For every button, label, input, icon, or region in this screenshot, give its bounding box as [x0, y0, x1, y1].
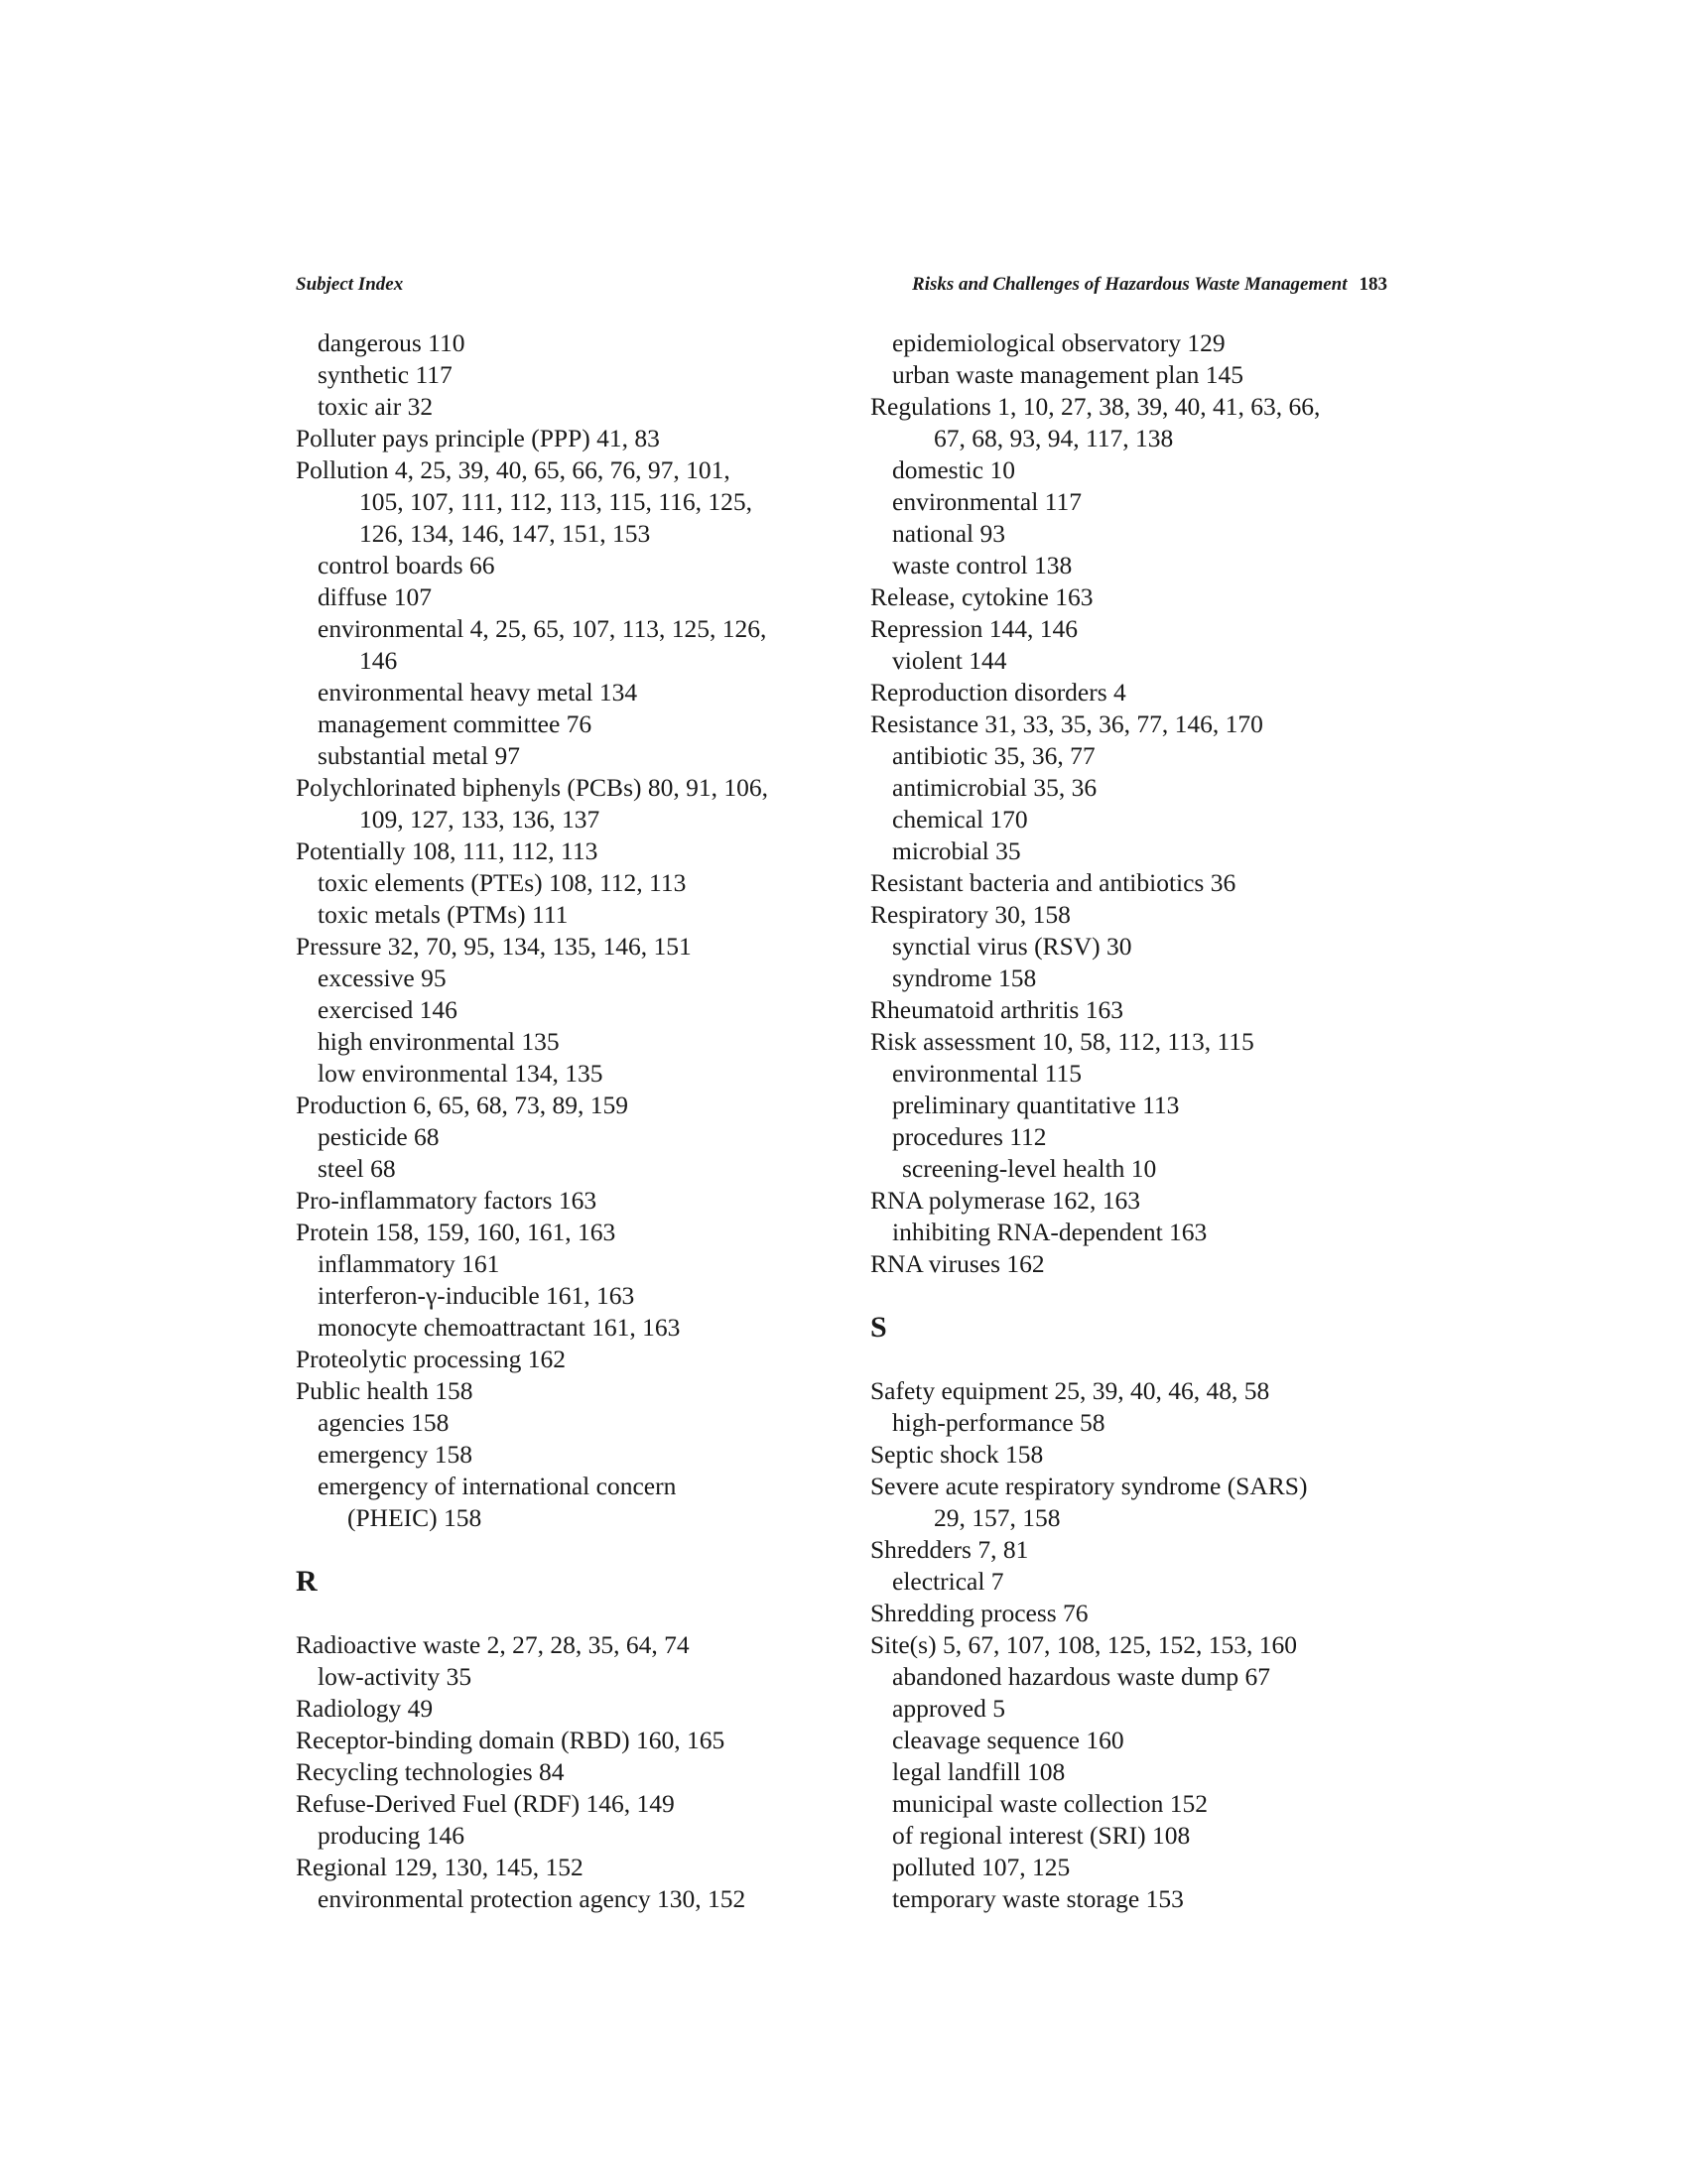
index-subentry: abandoned hazardous waste dump 67: [892, 1662, 1270, 1691]
index-entry-continuation: 109, 127, 133, 136, 137: [359, 805, 600, 834]
index-subentry: dangerous 110: [318, 328, 465, 357]
index-entry: Polychlorinated biphenyls (PCBs) 80, 91, 106,: [296, 773, 768, 802]
index-entry-continuation: 105, 107, 111, 112, 113, 115, 116, 125,: [359, 487, 752, 516]
index-column-left: [296, 327, 851, 1915]
index-subentry: inflammatory 161: [318, 1249, 500, 1278]
index-subentry: environmental 115: [892, 1059, 1082, 1088]
index-subentry: synctial virus (RSV) 30: [892, 932, 1132, 961]
index-subentry: low environmental 134, 135: [318, 1059, 603, 1088]
index-entry: Pressure 32, 70, 95, 134, 135, 146, 151: [296, 932, 692, 961]
index-subentry: of regional interest (SRI) 108: [892, 1821, 1191, 1850]
index-entry-continuation: 126, 134, 146, 147, 151, 153: [359, 519, 651, 548]
index-subentry: procedures 112: [892, 1122, 1047, 1151]
index-subentry: antibiotic 35, 36, 77: [892, 741, 1096, 770]
index-subentry: chemical 170: [892, 805, 1028, 834]
index-entry: Resistance 31, 33, 35, 36, 77, 146, 170: [870, 709, 1263, 738]
index-entry: Proteolytic processing 162: [296, 1345, 566, 1373]
running-head-right: [912, 274, 1387, 296]
section-spacer: [296, 1598, 851, 1629]
section-letter-heading: S: [870, 1311, 887, 1344]
index-subentry: environmental 4, 25, 65, 107, 113, 125, 126,: [318, 614, 767, 643]
index-subentry: substantial metal 97: [318, 741, 520, 770]
section-spacer: [296, 1534, 851, 1566]
index-subentry: cleavage sequence 160: [892, 1726, 1124, 1754]
index-subentry: excessive 95: [318, 964, 447, 992]
index-subentry: control boards 66: [318, 551, 495, 579]
index-subentry: steel 68: [318, 1154, 396, 1183]
index-entry: Regional 129, 130, 145, 152: [296, 1853, 584, 1881]
index-subentry: inhibiting RNA-dependent 163: [892, 1218, 1208, 1246]
index-subentry: monocyte chemoattractant 161, 163: [318, 1313, 681, 1342]
index-subentry: polluted 107, 125: [892, 1853, 1071, 1881]
index-subentry: waste control 138: [892, 551, 1073, 579]
index-subentry: emergency of international concern: [318, 1472, 677, 1500]
index-subentry: national 93: [892, 519, 1006, 548]
index-subentry: toxic air 32: [318, 392, 434, 421]
index-subentry: preliminary quantitative 113: [892, 1091, 1180, 1119]
index-subentry: producing 146: [318, 1821, 465, 1850]
index-entry: Public health 158: [296, 1376, 473, 1405]
index-subentry: screening-level health 10: [902, 1154, 1157, 1183]
index-entry: Resistant bacteria and antibiotics 36: [870, 868, 1236, 897]
index-subentry: antimicrobial 35, 36: [892, 773, 1098, 802]
index-subentry: environmental heavy metal 134: [318, 678, 638, 707]
index-entry: Protein 158, 159, 160, 161, 163: [296, 1218, 616, 1246]
book-title: Risks and Challenges of Hazardous Waste Management: [912, 274, 1348, 295]
index-subentry: exercised 146: [318, 995, 457, 1024]
index-subentry: violent 144: [892, 646, 1007, 675]
index-subentry: urban waste management plan 145: [892, 360, 1244, 389]
index-subentry: electrical 7: [892, 1567, 1004, 1596]
index-subentry: temporary waste storage 153: [892, 1884, 1184, 1913]
index-subentry: toxic elements (PTEs) 108, 112, 113: [318, 868, 687, 897]
index-entry: Shredders 7, 81: [870, 1535, 1029, 1564]
index-subentry: management committee 76: [318, 709, 592, 738]
index-entry: Refuse-Derived Fuel (RDF) 146, 149: [296, 1789, 675, 1818]
index-entry-continuation: 146: [359, 646, 398, 675]
index-column-right: [870, 327, 1426, 1915]
index-entry: Risk assessment 10, 58, 112, 113, 115: [870, 1027, 1254, 1056]
index-entry: Receptor-binding domain (RBD) 160, 165: [296, 1726, 725, 1754]
index-subentry: approved 5: [892, 1694, 1006, 1723]
index-entry: Site(s) 5, 67, 107, 108, 125, 152, 153, 160: [870, 1630, 1297, 1659]
index-subentry: emergency 158: [318, 1440, 473, 1469]
index-subentry: municipal waste collection 152: [892, 1789, 1208, 1818]
index-entry: Production 6, 65, 68, 73, 89, 159: [296, 1091, 629, 1119]
index-entry: RNA polymerase 162, 163: [870, 1186, 1140, 1215]
index-entry: Release, cytokine 163: [870, 582, 1094, 611]
index-subentry: synthetic 117: [318, 360, 453, 389]
index-entry: Safety equipment 25, 39, 40, 46, 48, 58: [870, 1376, 1270, 1405]
index-entry: RNA viruses 162: [870, 1249, 1045, 1278]
index-subentry: diffuse 107: [318, 582, 432, 611]
index-subentry: syndrome 158: [892, 964, 1037, 992]
index-subentry: agencies 158: [318, 1408, 450, 1437]
index-entry: Recycling technologies 84: [296, 1757, 565, 1786]
index-entry: Reproduction disorders 4: [870, 678, 1126, 707]
index-entry: Severe acute respiratory syndrome (SARS): [870, 1472, 1308, 1500]
running-head-left: Subject Index: [296, 274, 404, 295]
index-subentry: high-performance 58: [892, 1408, 1105, 1437]
index-entry: Radiology 49: [296, 1694, 434, 1723]
index-entry-continuation: 67, 68, 93, 94, 117, 138: [934, 424, 1174, 452]
index-entry-continuation: 29, 157, 158: [934, 1503, 1061, 1532]
section-spacer: [870, 1344, 1426, 1375]
index-entry: Respiratory 30, 158: [870, 900, 1071, 929]
section-letter-heading: R: [296, 1565, 318, 1598]
index-entry: Rheumatoid arthritis 163: [870, 995, 1123, 1024]
index-subentry: epidemiological observatory 129: [892, 328, 1226, 357]
index-subentry: domestic 10: [892, 455, 1015, 484]
index-subentry: legal landfill 108: [892, 1757, 1066, 1786]
index-subentry: environmental 117: [892, 487, 1082, 516]
index-subentry: low-activity 35: [318, 1662, 472, 1691]
index-subentry: environmental protection agency 130, 152: [318, 1884, 746, 1913]
index-entry: Repression 144, 146: [870, 614, 1078, 643]
index-entry: Polluter pays principle (PPP) 41, 83: [296, 424, 660, 452]
index-entry: Shredding process 76: [870, 1599, 1089, 1627]
page-number: 183: [1359, 274, 1387, 295]
index-subentry: interferon-γ-inducible 161, 163: [318, 1281, 635, 1310]
section-spacer: [870, 1280, 1426, 1312]
index-subentry: microbial 35: [892, 836, 1021, 865]
index-entry: Radioactive waste 2, 27, 28, 35, 64, 74: [296, 1630, 690, 1659]
index-entry: Potentially 108, 111, 112, 113: [296, 836, 598, 865]
index-entry: Pro-inflammatory factors 163: [296, 1186, 597, 1215]
index-entry: Pollution 4, 25, 39, 40, 65, 66, 76, 97, 101,: [296, 455, 730, 484]
index-subentry: pesticide 68: [318, 1122, 440, 1151]
index-entry: Regulations 1, 10, 27, 38, 39, 40, 41, 63, 66,: [870, 392, 1321, 421]
index-subentry: toxic metals (PTMs) 111: [318, 900, 569, 929]
index-subentry: high environmental 135: [318, 1027, 560, 1056]
index-entry-continuation: (PHEIC) 158: [347, 1503, 482, 1532]
index-entry: Septic shock 158: [870, 1440, 1044, 1469]
